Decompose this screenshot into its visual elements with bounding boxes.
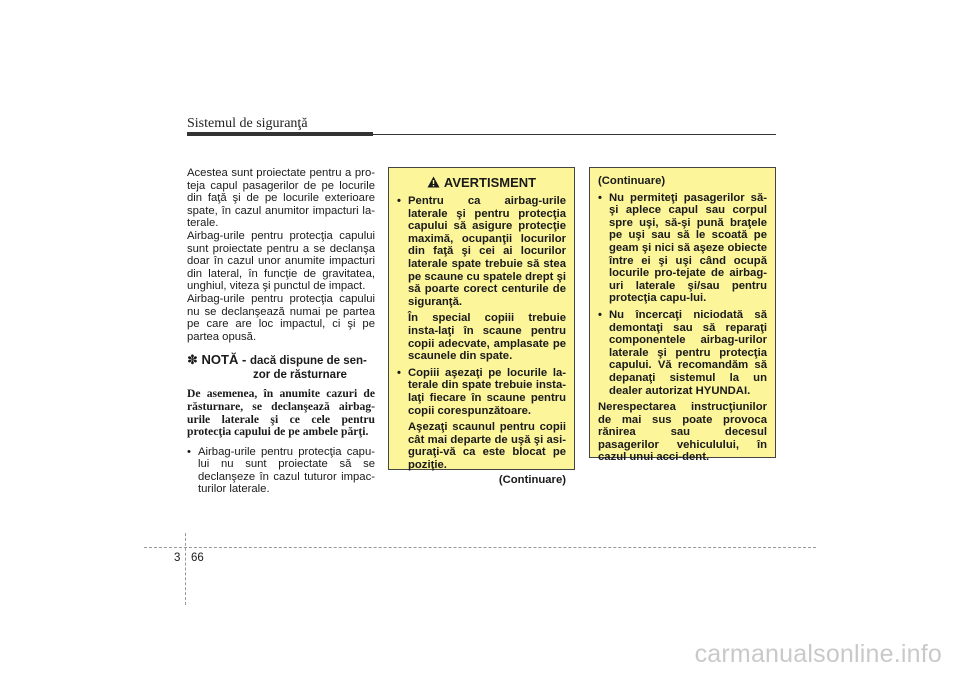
- continued-label: (Continuare): [498, 474, 566, 487]
- list-item: [598, 309, 767, 397]
- list-item: [187, 446, 375, 496]
- continuation-box: [589, 167, 776, 464]
- continuation-header: (Continuare): [598, 175, 666, 187]
- note-subtitle-1: dacă dispune de sen-: [249, 355, 367, 368]
- header-rule-thick: [187, 132, 373, 136]
- note-heading: [187, 352, 375, 369]
- bullet-icon: •: [598, 191, 602, 204]
- paragraph-3: Airbag-urile pentru protecţia capului nu se declanşează numai pe partea pe care are loc impactul, ci şi pe partea opusă.: [187, 292, 375, 343]
- note-label: NOTĂ -: [201, 352, 247, 368]
- warning-box: [388, 167, 575, 487]
- bullet-icon: •: [598, 308, 602, 321]
- bullet-icon: •: [397, 366, 401, 379]
- list-item: [598, 192, 767, 305]
- footer-dotted-rule: [144, 547, 816, 548]
- continuation-bullet-1: Nu permiteţi pasagerilor să-şi aplece capul sau corpul spre uşi, să-şi pună braţele pe uşi sau să le scoată pe geam şi nici să aşeze obiecte între ei şi uşi când ocupă locurile pro-tejate de airbag-uri laterale şi/sau pentru protecţia capu-lui.: [609, 191, 767, 305]
- bullet-icon: •: [187, 445, 191, 458]
- left-text-column: [187, 167, 375, 496]
- page-header-title: Sistemul de siguranţă: [187, 116, 308, 131]
- paragraph-1: Acestea sunt proiectate pentru a pro-teja capul pasagerilor de pe locurile din faţă şi de pe locurile exterioare spate, în cazul anumitor impacturi la-terale.: [187, 167, 375, 230]
- bullet-text: Airbag-urile pentru protecţia capu-lui nu sunt proiectate să se declanşeze în cazul tuturor impac-turilor laterale.: [198, 445, 375, 496]
- watermark: carmanualsonline.info: [694, 640, 942, 668]
- warning-title: AVERTISMENT: [443, 175, 537, 190]
- paragraph-2: Airbag-urile pentru protecţia capului sunt proiectate pentru a se declanşa doar în cazul unor anumite impacturi din lateral, în funcţie de gravitatea, unghiul, viteza şi punctul de impact.: [187, 229, 375, 293]
- warning-bullet-1: Pentru ca airbag-urile laterale şi pentru protecţia capului să asigure protecţie maximă, ocupanţii locurilor din faţă şi cei ai locurilor laterale spate trebuie să stea pe scaune cu spatele drept şi să poarte corect centurile de siguranţă.: [408, 195, 566, 308]
- page-number: 66: [191, 552, 204, 564]
- footer-dotted-divider: [185, 533, 186, 605]
- continuation-closing: Nerespectarea instrucţiunilor de mai sus poate provoca rănirea sau decesul pasagerilor vehiculului, în cazul unui acci-dent.: [598, 401, 767, 464]
- bullet-icon: •: [397, 195, 401, 207]
- chapter-number: 3: [174, 552, 181, 564]
- list-item: [397, 367, 566, 417]
- warning-heading: [397, 175, 566, 191]
- note-subtitle-2: zor de răsturnare: [253, 369, 347, 382]
- header-rule-thin: [373, 134, 776, 135]
- note-text: De asemenea, în anumite cazuri de răsturnare, se declanşează airbag-urile laterale şi ce cele pentru protecţia capului de pe ambele părţi.: [187, 387, 375, 439]
- list-item: [397, 195, 566, 308]
- note-symbol-icon: ✽: [187, 352, 198, 368]
- warning-triangle-icon: [427, 176, 440, 188]
- warning-bullet-1-detail: În special copiii trebuie insta-laţi în scaune pentru copii adecvate, amplasate pe scaunele din spate.: [408, 312, 566, 363]
- warning-bullet-2-detail: Aşezaţi scaunul pentru copii cât mai departe de uşă şi asi-guraţi-vă ca este blocat pe poziţie.: [408, 421, 566, 471]
- continuation-bullet-2: Nu încercaţi niciodată să demontaţi sau să reparaţi componentele airbag-urilor laterale şi pentru protecţia capului. Vă recomandăm să depanaţi sistemul la un dealer autorizat HYUNDAI.: [609, 308, 767, 397]
- warning-bullet-2: Copiii aşezaţi pe locurile la-terale din spate trebuie insta-laţi fiecare în scaune pentru copii corespunzătoare.: [408, 366, 566, 417]
